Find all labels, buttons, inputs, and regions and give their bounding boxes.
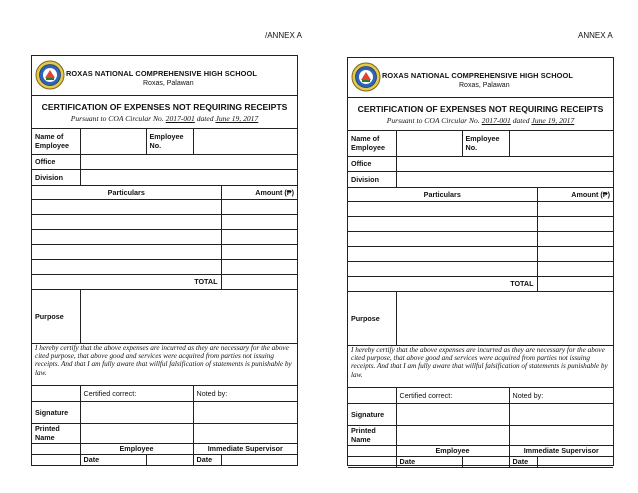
form-title-block [348,98,613,131]
office-field[interactable] [80,154,297,169]
division-field[interactable] [396,171,613,187]
supervisor-date-field[interactable] [221,454,297,465]
employee-date-field[interactable] [146,454,193,465]
amount-header: Amount (₱) [537,187,613,201]
name-of-employee-field[interactable] [396,131,462,156]
employee-no-field[interactable] [193,129,297,154]
circular-date: June 19, 2017 [531,116,575,125]
form-header [32,56,297,96]
form-subtitle: Pursuant to COA Circular No. 2017-001 dated June 19, 2017 [386,116,575,125]
noted-by-label: Noted by: [193,385,297,401]
employee-printed-name-field[interactable] [80,423,193,443]
circular-date: June 19, 2017 [215,114,259,123]
total-label: TOTAL [32,274,221,289]
particulars-row[interactable] [348,231,537,246]
total-label: TOTAL [348,276,537,291]
purpose-field[interactable] [80,289,297,343]
amount-cell[interactable] [221,259,297,274]
supervisor-date-label: Date [509,456,537,467]
signature-label: Signature [348,403,396,425]
particulars-row[interactable] [32,244,221,259]
form-title: CERTIFICATION OF EXPENSES NOT REQUIRING RECEIPTS [357,104,604,114]
certified-correct-label: Certified correct: [80,385,193,401]
employee-no-label: Employee No. [462,131,509,156]
amount-cell[interactable] [221,199,297,214]
school-town: Roxas, Palawan [459,82,510,89]
immediate-supervisor-label: Immediate Supervisor [509,445,613,456]
employee-date-label: Date [80,454,146,465]
particulars-row[interactable] [32,229,221,244]
form-title: CERTIFICATION OF EXPENSES NOT REQUIRING RECEIPTS [41,102,288,112]
printed-name-label: Printed Name [32,423,80,443]
certification-form-right [347,57,614,466]
amount-cell[interactable] [221,214,297,229]
employee-date-label: Date [396,456,462,467]
blank-cell [348,445,396,456]
amount-cell[interactable] [537,201,613,216]
name-of-employee-field[interactable] [80,129,146,154]
school-town: Roxas, Palawan [143,80,194,87]
noted-by-label: Noted by: [509,387,613,403]
amount-cell[interactable] [537,246,613,261]
blank-cell [32,454,80,465]
division-label: Division [348,171,396,187]
total-amount-field[interactable] [537,276,613,291]
supervisor-printed-name-field[interactable] [193,423,297,443]
purpose-label: Purpose [32,289,80,343]
form-table [348,131,613,468]
school-name: ROXAS NATIONAL COMPREHENSIVE HIGH SCHOOL [382,71,573,80]
certification-form-left [31,55,298,466]
school-seal-icon [351,62,381,92]
particulars-row[interactable] [348,201,537,216]
particulars-row[interactable] [348,216,537,231]
annex-label-left: /ANNEX A [265,31,302,40]
total-amount-field[interactable] [221,274,297,289]
signature-label: Signature [32,401,80,423]
form-table [32,129,297,466]
amount-cell[interactable] [221,244,297,259]
purpose-field[interactable] [396,291,613,345]
division-label: Division [32,169,80,185]
supervisor-date-field[interactable] [537,456,613,467]
office-label: Office [348,156,396,171]
employee-printed-name-field[interactable] [396,425,509,445]
employee-label: Employee [80,443,193,454]
division-field[interactable] [80,169,297,185]
amount-cell[interactable] [221,229,297,244]
particulars-row[interactable] [32,259,221,274]
form-header [348,58,613,98]
printed-name-label: Printed Name [348,425,396,445]
blank-cell [32,385,80,401]
supervisor-printed-name-field[interactable] [509,425,613,445]
name-of-employee-label: Name of Employee [32,129,80,154]
employee-signature-field[interactable] [396,403,509,425]
employee-no-field[interactable] [509,131,613,156]
particulars-row[interactable] [348,246,537,261]
circular-number: 2017-001 [481,116,511,125]
supervisor-date-label: Date [193,454,221,465]
certification-statement: I hereby certify that the above expenses are incurred as they are necessary for the above cited purpose, that above good and services were acquired from parties not issuing receipts. And that I am fully aware that willful falsification of statements is punishable by law. [32,343,297,385]
particulars-row[interactable] [348,261,537,276]
amount-cell[interactable] [537,231,613,246]
employee-signature-field[interactable] [80,401,193,423]
immediate-supervisor-label: Immediate Supervisor [193,443,297,454]
school-seal-icon [35,60,65,90]
particulars-row[interactable] [32,199,221,214]
particulars-header: Particulars [348,187,537,201]
school-name: ROXAS NATIONAL COMPREHENSIVE HIGH SCHOOL [66,69,257,78]
name-of-employee-label: Name of Employee [348,131,396,156]
form-title-block [32,96,297,129]
amount-cell[interactable] [537,216,613,231]
supervisor-signature-field[interactable] [509,403,613,425]
certification-statement: I hereby certify that the above expenses are incurred as they are necessary for the above cited purpose, that above good and services were acquired from parties not issuing receipts. And that I am fully aware that willful falsification of statements is punishable by law. [348,345,613,387]
form-subtitle: Pursuant to COA Circular No. 2017-001 dated June 19, 2017 [70,114,259,123]
blank-cell [348,387,396,403]
annex-label-right: ANNEX A [578,31,613,40]
amount-cell[interactable] [537,261,613,276]
office-field[interactable] [396,156,613,171]
circular-number: 2017-001 [165,114,195,123]
purpose-label: Purpose [348,291,396,345]
employee-no-label: Employee No. [146,129,193,154]
blank-cell [348,456,396,467]
employee-date-field[interactable] [462,456,509,467]
blank-cell [32,443,80,454]
supervisor-signature-field[interactable] [193,401,297,423]
office-label: Office [32,154,80,169]
certified-correct-label: Certified correct: [396,387,509,403]
particulars-header: Particulars [32,185,221,199]
amount-header: Amount (₱) [221,185,297,199]
employee-label: Employee [396,445,509,456]
particulars-row[interactable] [32,214,221,229]
